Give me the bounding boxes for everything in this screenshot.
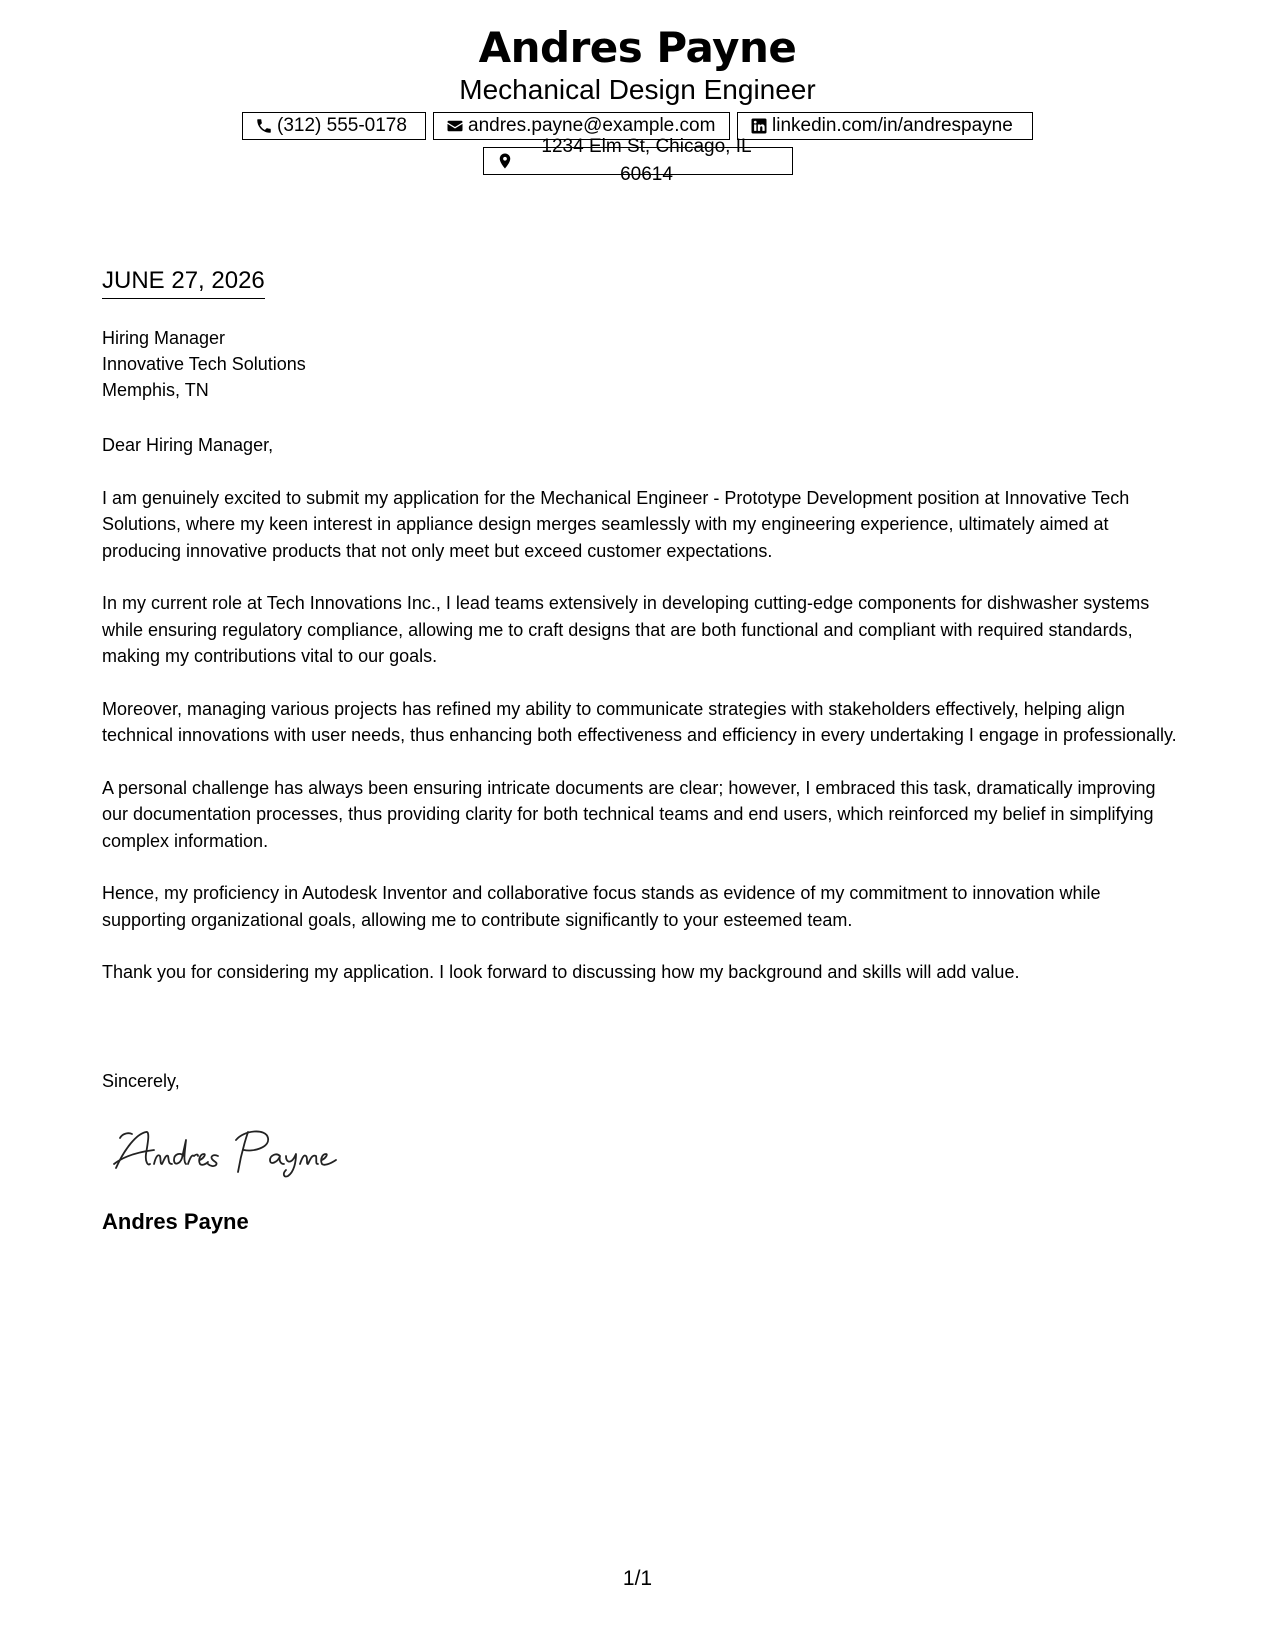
contact-location[interactable] xyxy=(483,136,793,185)
recipient-block xyxy=(102,325,306,403)
page-number: 1/1 xyxy=(622,1567,653,1590)
signed-name: Andres Payne xyxy=(102,1209,249,1234)
handwritten-signature xyxy=(110,1120,360,1180)
closing: Sincerely, xyxy=(102,1071,180,1091)
paragraph: Thank you for considering my application. I look forward to discussing how my background and skills will add value. xyxy=(102,962,1020,982)
email-text: andres.payne@example.com xyxy=(468,115,716,136)
envelope-icon xyxy=(446,117,464,135)
contact-phone[interactable] xyxy=(242,112,426,140)
letter-date: JUNE 27, 2026 xyxy=(102,266,265,299)
letter-body xyxy=(102,432,1177,1012)
paragraph: In my current role at Tech Innovations Inc., I lead teams extensively in developing cutting-edge components for dishwasher systems while ensuring regulatory compliance, allowing me to craft designs that are both functional and compliant with required standards, making my contributions vital to our goals. xyxy=(102,593,1150,666)
salutation: Dear Hiring Manager, xyxy=(102,435,274,455)
recipient-company: Innovative Tech Solutions xyxy=(102,354,306,374)
paragraph: Moreover, managing various projects has refined my ability to communicate strategies with stakeholders effectively, helping align technical innovations with user needs, thus enhancing both effectiveness and efficiency in every undertaking I engage in professionally. xyxy=(102,698,1177,745)
contact-linkedin[interactable] xyxy=(737,112,1033,140)
paragraph: Hence, my proficiency in Autodesk Inventor and collaborative focus stands as evidence of my commitment to innovation while supporting organizational goals, allowing me to contribute significantly to your esteemed team. xyxy=(102,883,1101,930)
phone-text: (312) 555-0178 xyxy=(277,115,407,136)
letter-header xyxy=(0,22,1275,185)
map-pin-icon xyxy=(496,152,514,170)
sender-name: Andres Payne xyxy=(478,23,797,72)
recipient-location: Memphis, TN xyxy=(102,380,209,400)
location-text: 1234 Elm St, Chicago, IL 60614 xyxy=(541,136,752,185)
phone-icon xyxy=(255,117,273,135)
paragraph: I am genuinely excited to submit my application for the Mechanical Engineer - Prototype Development position at Innovative Tech Solutions, where my keen interest in appliance design merges seamlessly with my engineering experience, ultimately aimed at producing innovative products that not only meet but exceed customer expectations. xyxy=(102,487,1130,561)
paragraph: A personal challenge has always been ensuring intricate documents are clear; however, I embraced this task, dramatically improving our documentation processes, thus providing clarity for both technical teams and end users, which reinforced my belief in simplifying complex information. xyxy=(102,777,1156,851)
linkedin-text: linkedin.com/in/andrespayne xyxy=(772,115,1013,136)
recipient-name: Hiring Manager xyxy=(102,328,226,348)
sender-title: Mechanical Design Engineer xyxy=(459,74,816,105)
contact-row-location xyxy=(0,136,1275,185)
